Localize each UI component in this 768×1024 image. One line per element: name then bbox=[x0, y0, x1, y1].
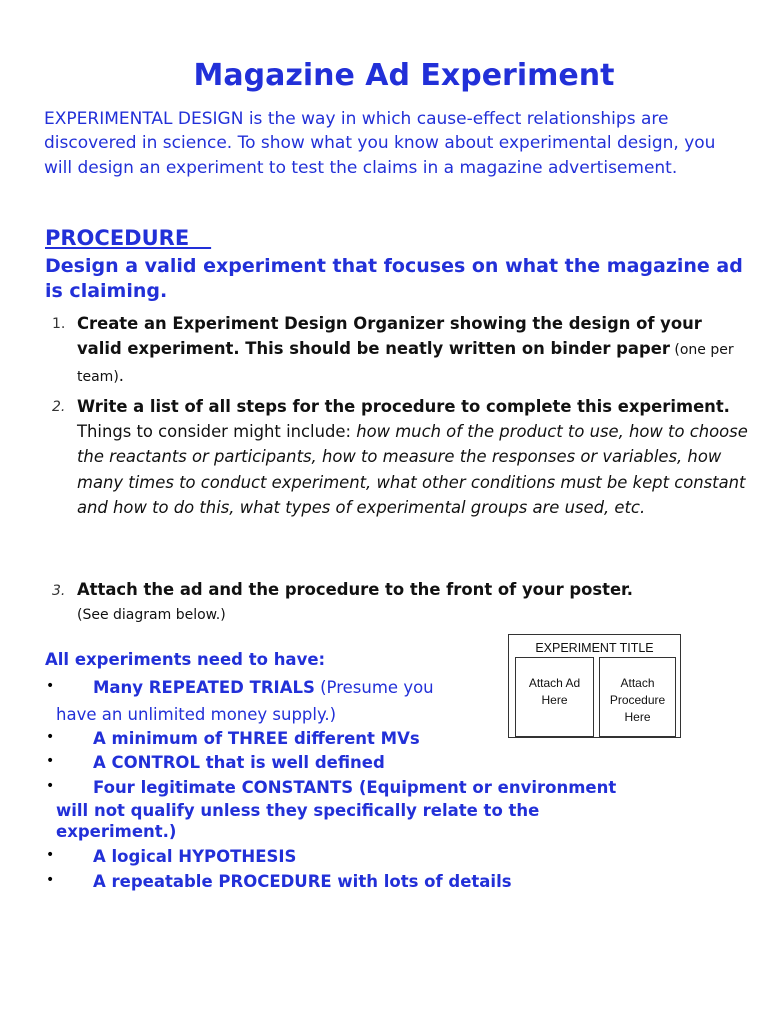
step-text bbox=[77, 394, 752, 520]
intro-paragraph: EXPERIMENTAL DESIGN is the way in which cause-effect relationships are discovered in science. To show what you know about experimental design, you will design an experiment to test the claims in a magazine advertisement. bbox=[44, 109, 716, 178]
step-number: 1. bbox=[52, 316, 66, 332]
requirement-text: A minimum of THREE different MVs bbox=[93, 729, 420, 748]
attach-procedure-label: Procedure bbox=[609, 693, 666, 707]
step-end: . bbox=[118, 366, 124, 386]
attach-procedure-box bbox=[599, 657, 676, 737]
requirement-text: A logical HYPOTHESIS bbox=[93, 847, 297, 866]
diagram-title: EXPERIMENT TITLE bbox=[535, 641, 654, 655]
step-bold-text: Write a list of all steps for the procedure to complete this experiment. bbox=[77, 397, 730, 416]
procedure-step-3 bbox=[52, 578, 752, 627]
requirement-continuation-text: experiment.) bbox=[56, 822, 177, 841]
bullet-icon: • bbox=[46, 872, 55, 888]
requirement-normal: (Presume you bbox=[314, 678, 434, 697]
requirement-text: Four legitimate CONSTANTS (Equipment or environment bbox=[93, 778, 617, 797]
step-normal-text: Things to consider might include: bbox=[77, 422, 357, 442]
bullet-icon: • bbox=[46, 678, 55, 694]
procedure-step-2 bbox=[52, 394, 752, 520]
step-text bbox=[77, 578, 752, 627]
step-italic-text: how much of the product to use, how to choose the reactants or participants, how to measure the responses or variables, how many times to conduct experiment, what other conditions must be kept constant and how to do this, what types of experimental groups are used, etc. bbox=[77, 422, 748, 517]
bullet-icon: • bbox=[46, 847, 55, 863]
procedure-heading: PROCEDURE bbox=[45, 226, 212, 250]
requirement-continuation-text: have an unlimited money supply.) bbox=[56, 705, 337, 724]
attach-procedure-label: Attach bbox=[620, 676, 655, 690]
requirement-continuation-text: will not qualify unless they specifically relate to the bbox=[56, 801, 540, 820]
step-bold-text: Attach the ad and the procedure to the front of your poster. bbox=[77, 580, 634, 599]
step-note: (See diagram below.) bbox=[77, 607, 226, 623]
requirements-heading: All experiments need to have: bbox=[45, 650, 326, 669]
requirement-bold: Many REPEATED TRIALS bbox=[93, 678, 315, 697]
attach-ad-label: Attach Ad bbox=[528, 676, 581, 690]
attach-ad-label: Here bbox=[541, 693, 568, 707]
bullet-icon: • bbox=[46, 778, 55, 794]
step-number: 3. bbox=[52, 583, 66, 599]
procedure-goal: Design a valid experiment that focuses on what the magazine ad is claiming. bbox=[45, 255, 743, 302]
attach-ad-box bbox=[515, 657, 594, 737]
poster-diagram bbox=[508, 634, 681, 738]
requirement-text bbox=[93, 678, 434, 697]
step-bold-text: Create an Experiment Design Organizer showing the design of your valid experiment. This should be neatly written on binder paper bbox=[77, 314, 702, 359]
requirement-text: A CONTROL that is well defined bbox=[93, 753, 385, 772]
step-text bbox=[77, 311, 752, 391]
page-title: Magazine Ad Experiment bbox=[193, 58, 615, 93]
step-note: (one per team) bbox=[77, 342, 734, 386]
bullet-icon: • bbox=[46, 729, 55, 745]
requirement-text: A repeatable PROCEDURE with lots of details bbox=[93, 872, 512, 891]
attach-procedure-label: Here bbox=[624, 710, 651, 724]
bullet-icon: • bbox=[46, 753, 55, 769]
step-number: 2. bbox=[52, 399, 66, 415]
procedure-step-1 bbox=[52, 311, 752, 391]
